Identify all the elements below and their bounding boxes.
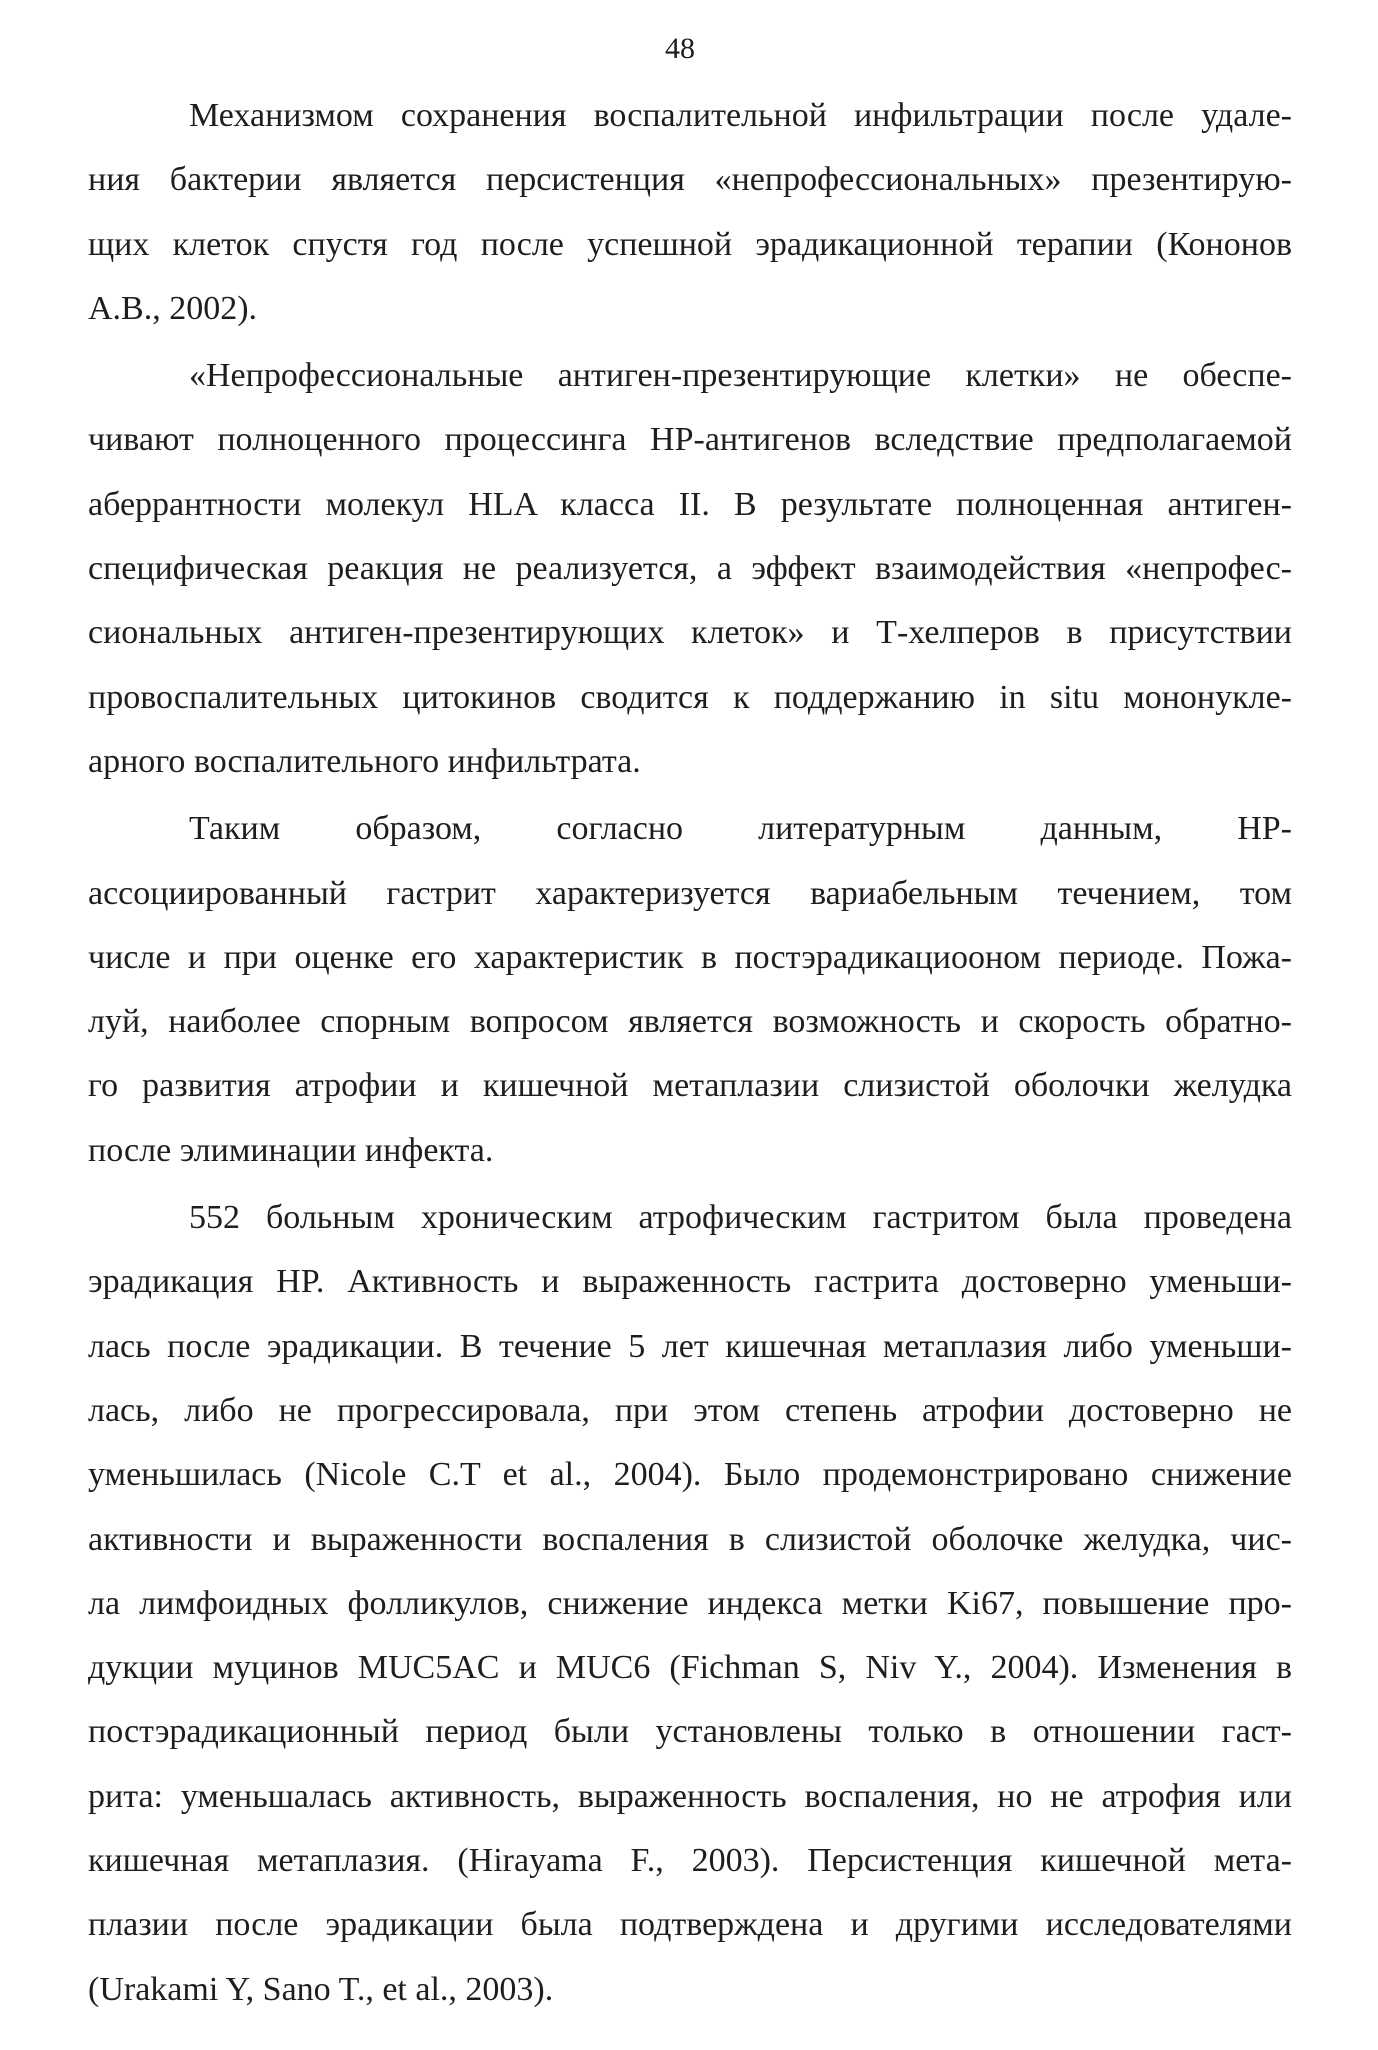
paragraph-4	[88, 1186, 1292, 2022]
text-line: го развития атрофии и кишечной метаплазии слизистой оболочки желудка	[88, 1067, 1292, 1105]
text-line: эрадикация HP. Активность и выраженность гастрита достоверно уменьши-	[88, 1263, 1292, 1301]
paragraph-3	[88, 797, 1292, 1183]
text-line: ассоциированный гастрит характеризуется вариабельным течением, том	[88, 874, 1292, 912]
text-line: постэрадикационный период были установлены только в отношении гаст-	[88, 1713, 1292, 1751]
text-line: сиональных антиген-презентирующих клеток» и Т-хелперов в присутствии	[88, 614, 1292, 652]
text-line: ла лимфоидных фолликулов, снижение индекса метки Ki67, повышение про-	[88, 1584, 1292, 1622]
text-line: арного воспалительного инфильтрата.	[88, 742, 641, 780]
text-line: провоспалительных цитокинов сводится к поддержанию in situ мононукле-	[88, 678, 1292, 716]
text-line: дукции муцинов MUC5AC и MUC6 (Fichman S, Niv Y., 2004). Изменения в	[88, 1649, 1292, 1687]
text-line: кишечная метаплазия. (Hirayama F., 2003). Персистенция кишечной мета-	[88, 1842, 1292, 1880]
text-line: 552 больным хроническим атрофическим гастритом была проведена	[189, 1199, 1292, 1237]
text-line: специфическая реакция не реализуется, а эффект взаимодействия «непрофес-	[88, 550, 1292, 588]
text-line: Таким образом, согласно литературным данным, HP-	[189, 810, 1292, 848]
paragraph-2	[88, 344, 1292, 794]
text-line: после элиминации инфекта.	[88, 1131, 494, 1169]
text-line: лась, либо не прогрессировала, при этом степень атрофии достоверно не	[88, 1391, 1292, 1429]
text-line: уменьшилась (Nicole C.T et al., 2004). Было продемонстрировано снижение	[88, 1456, 1292, 1494]
text-line: щих клеток спустя год после успешной эрадикационной терапии (Кононов	[88, 225, 1292, 263]
text-line: плазии после эрадикации была подтверждена и другими исследователями	[88, 1906, 1292, 1944]
text-line: чивают полноценного процессинга HP-антигенов вследствие предполагаемой	[88, 421, 1292, 459]
text-line: лась после эрадикации. В течение 5 лет кишечная метаплазия либо уменьши-	[88, 1327, 1292, 1365]
text-line: рита: уменьшалась активность, выраженность воспаления, но не атрофия или	[88, 1777, 1292, 1815]
body-text	[88, 84, 1292, 2022]
text-line: Механизмом сохранения воспалительной инфильтрации после удале-	[189, 97, 1292, 134]
text-line: аберрантности молекул HLA класса II. В результате полноценная антиген-	[88, 485, 1292, 523]
page-number: 48	[665, 32, 695, 65]
text-line: А.В., 2002).	[88, 289, 258, 327]
text-line: активности и выраженности воспаления в слизистой оболочке желудка, чис-	[88, 1520, 1292, 1558]
text-line: луй, наиболее спорным вопросом является возможность и скорость обратно-	[88, 1003, 1292, 1041]
text-line: «Непрофессиональные антиген-презентирующие клетки» не обеспе-	[189, 357, 1292, 395]
text-line: ния бактерии является персистенция «непрофессиональных» презентирую-	[88, 161, 1292, 199]
text-line: числе и при оценке его характеристик в постэрадикациооном периоде. Пожа-	[88, 938, 1292, 976]
paragraph-1	[88, 84, 1292, 341]
text-line: (Urakami Y, Sano T., et al., 2003).	[88, 1970, 554, 2008]
